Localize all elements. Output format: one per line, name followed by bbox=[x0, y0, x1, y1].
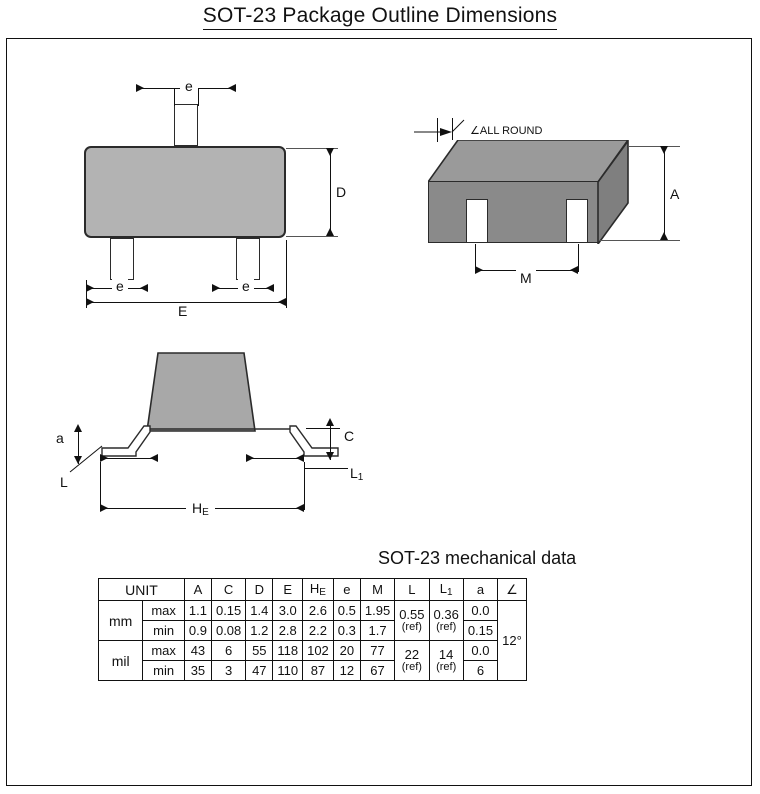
th-C: C bbox=[211, 579, 245, 601]
td-mil-min-HE: 87 bbox=[303, 661, 334, 681]
dim-e-right-arrow-l bbox=[212, 284, 220, 292]
dim-HE-label-main: H bbox=[192, 500, 203, 516]
th-L: L bbox=[395, 579, 429, 601]
dim-M-ext-right bbox=[578, 244, 579, 272]
td-mil-max-HE: 102 bbox=[303, 641, 334, 661]
dim-L1-arrow-a bbox=[100, 454, 108, 462]
dim-L1-arrow-b bbox=[150, 454, 158, 462]
dim-D-label: D bbox=[336, 184, 347, 200]
dim-e-top-label: e bbox=[180, 78, 198, 94]
td-mil-min-e: 12 bbox=[333, 661, 360, 681]
td-minmax-mil-min: min bbox=[143, 661, 185, 681]
dim-L1-arrow-d bbox=[296, 454, 304, 462]
th-a: a bbox=[463, 579, 497, 601]
dim-C-arrow-down bbox=[326, 452, 334, 460]
th-e: e bbox=[333, 579, 360, 601]
dim-D-line bbox=[330, 148, 331, 236]
th-M: M bbox=[360, 579, 394, 601]
dim-HE-arrow-right bbox=[296, 504, 304, 512]
td-minmax-mm-max: max bbox=[143, 601, 185, 621]
dim-HE-arrow-left bbox=[100, 504, 108, 512]
dim-e-right-label: e bbox=[238, 278, 254, 294]
dim-L1-label-main: L bbox=[350, 465, 358, 481]
dim-E-ext-right bbox=[286, 240, 287, 308]
mechanical-data-title: SOT-23 mechanical data bbox=[378, 548, 577, 568]
dim-e-left-arrow-l bbox=[86, 284, 94, 292]
td-mil-min-D: 47 bbox=[246, 661, 273, 681]
dim-D-ext-bottom bbox=[286, 236, 338, 237]
td-mil-max-M: 77 bbox=[360, 641, 394, 661]
dim-HE-ext-left bbox=[100, 462, 101, 510]
td-unit-mm: mm bbox=[99, 601, 143, 641]
dim-HE-label-sub: E bbox=[202, 507, 209, 518]
th-L1: $L_1$ bbox=[429, 579, 463, 601]
iso-allround-label: ∠ALL ROUND bbox=[470, 125, 543, 137]
dim-A-label: A bbox=[670, 186, 680, 202]
th-angle: ∠ bbox=[498, 579, 527, 601]
top-view-body bbox=[84, 146, 286, 238]
iso-corner-tick-a bbox=[437, 118, 438, 142]
td-minmax-mil-max: max bbox=[143, 641, 185, 661]
dim-e-top-ext-right bbox=[198, 88, 199, 106]
td-mm-L-value: 0.55 bbox=[399, 607, 425, 623]
dim-M-arrow-right bbox=[570, 266, 578, 274]
td-mm-L bbox=[395, 601, 429, 641]
th-HE-sub: E bbox=[319, 587, 326, 598]
iso-pad-left bbox=[466, 199, 488, 243]
td-mil-max-E: 118 bbox=[273, 641, 303, 661]
td-mil-L-ref: (ref) bbox=[401, 661, 422, 674]
td-mm-max-M: 1.95 bbox=[360, 601, 394, 621]
dim-M-label: M bbox=[516, 270, 536, 286]
dim-D-arrow-top bbox=[326, 148, 334, 156]
dim-M-arrow-left bbox=[475, 266, 483, 274]
iso-pad-right bbox=[566, 199, 588, 243]
iso-right-face bbox=[597, 140, 629, 244]
td-mm-max-C: 0.15 bbox=[211, 601, 245, 621]
dim-L-leader bbox=[62, 442, 114, 484]
dim-E-arrow-right bbox=[278, 298, 286, 306]
td-mil-L1-value: 14 bbox=[438, 647, 454, 663]
th-HE: $H_E$ bbox=[303, 579, 334, 601]
td-mm-min-e: 0.3 bbox=[333, 621, 360, 641]
dim-e-right-arrow-r bbox=[266, 284, 274, 292]
table-row bbox=[99, 641, 527, 661]
td-mil-min-C: 3 bbox=[211, 661, 245, 681]
th-unit: UNIT bbox=[99, 579, 185, 601]
dim-E-label: E bbox=[178, 303, 188, 319]
td-mil-max-D: 55 bbox=[246, 641, 273, 661]
th-E: E bbox=[273, 579, 303, 601]
dim-A-arrow-top bbox=[660, 146, 668, 154]
dim-a-label: a bbox=[56, 430, 64, 446]
dim-e-top-arrow-right bbox=[228, 84, 236, 92]
td-mm-max-A: 1.1 bbox=[184, 601, 211, 621]
td-mm-min-A: 0.9 bbox=[184, 621, 211, 641]
td-mil-min-a: 6 bbox=[463, 661, 497, 681]
td-mil-max-A: 43 bbox=[184, 641, 211, 661]
td-minmax-mm-min: min bbox=[143, 621, 185, 641]
dim-E-arrow-left bbox=[86, 298, 94, 306]
dim-D-arrow-bottom bbox=[326, 228, 334, 236]
dim-e-top-arrow-left bbox=[136, 84, 144, 92]
th-A: A bbox=[184, 579, 211, 601]
dim-HE-ext-right bbox=[304, 462, 305, 510]
td-mm-min-M: 1.7 bbox=[360, 621, 394, 641]
page-title bbox=[0, 4, 760, 28]
iso-right-face-svg bbox=[597, 140, 629, 244]
td-mil-L1 bbox=[429, 641, 463, 681]
dim-L1-label bbox=[350, 465, 363, 483]
table-header-row bbox=[99, 579, 527, 601]
td-mm-max-HE: 2.6 bbox=[303, 601, 334, 621]
td-unit-mil: mil bbox=[99, 641, 143, 681]
dim-e-left-arrow-r bbox=[140, 284, 148, 292]
dim-L-leader-svg bbox=[62, 442, 114, 484]
top-view-lead-left bbox=[110, 238, 134, 280]
dim-A-ext-bottom bbox=[600, 240, 680, 241]
td-mm-L1-ref: (ref) bbox=[436, 621, 457, 634]
dim-HE-label bbox=[186, 500, 215, 518]
td-mm-max-D: 1.4 bbox=[246, 601, 273, 621]
td-mm-min-C: 0.08 bbox=[211, 621, 245, 641]
dim-A-arrow-bottom bbox=[660, 232, 668, 240]
top-view-lead-center bbox=[174, 104, 198, 146]
iso-corner-tick-b bbox=[452, 118, 453, 140]
mechanical-data-table bbox=[98, 578, 527, 681]
dim-L1-label-sub: 1 bbox=[357, 472, 364, 483]
dim-A-ext-top bbox=[628, 146, 680, 147]
dim-e-top-ext-left bbox=[174, 88, 175, 106]
td-mil-L1-ref: (ref) bbox=[436, 661, 457, 674]
td-mm-L-ref: (ref) bbox=[401, 621, 422, 634]
td-mm-min-HE: 2.2 bbox=[303, 621, 334, 641]
dim-C-arrow-up bbox=[326, 418, 334, 426]
td-mm-min-a: 0.15 bbox=[463, 621, 497, 641]
td-mm-max-E: 3.0 bbox=[273, 601, 303, 621]
page-title-text: SOT-23 Package Outline Dimensions bbox=[203, 4, 557, 30]
td-mil-L bbox=[395, 641, 429, 681]
td-mm-max-a: 0.0 bbox=[463, 601, 497, 621]
dim-a-arrow-up bbox=[74, 424, 82, 432]
td-mil-min-E: 110 bbox=[273, 661, 303, 681]
dim-L1-leader-line bbox=[304, 468, 348, 469]
dim-L1-arrow-c bbox=[246, 454, 254, 462]
td-mm-max-e: 0.5 bbox=[333, 601, 360, 621]
top-view-lead-right bbox=[236, 238, 260, 280]
table-row bbox=[99, 601, 527, 621]
th-D: D bbox=[246, 579, 273, 601]
td-mm-min-D: 1.2 bbox=[246, 621, 273, 641]
td-mil-max-e: 20 bbox=[333, 641, 360, 661]
td-mm-L1 bbox=[429, 601, 463, 641]
th-L1-sub: 1 bbox=[446, 587, 453, 598]
side-view-leads bbox=[88, 404, 378, 464]
dim-C-label: C bbox=[344, 428, 355, 444]
side-view-leads-svg bbox=[88, 404, 378, 464]
td-mm-min-E: 2.8 bbox=[273, 621, 303, 641]
td-mil-max-a: 0.0 bbox=[463, 641, 497, 661]
td-angle-value: 12° bbox=[498, 601, 527, 681]
td-mil-max-C: 6 bbox=[211, 641, 245, 661]
td-mil-L-value: 22 bbox=[404, 647, 420, 663]
dim-L-label: L bbox=[60, 474, 68, 490]
td-mil-min-M: 67 bbox=[360, 661, 394, 681]
dim-e-left-label: e bbox=[112, 278, 128, 294]
td-mm-L1-value: 0.36 bbox=[433, 607, 459, 623]
dim-A-line bbox=[664, 146, 665, 240]
dim-C-ext-top bbox=[306, 428, 340, 429]
td-mil-min-A: 35 bbox=[184, 661, 211, 681]
